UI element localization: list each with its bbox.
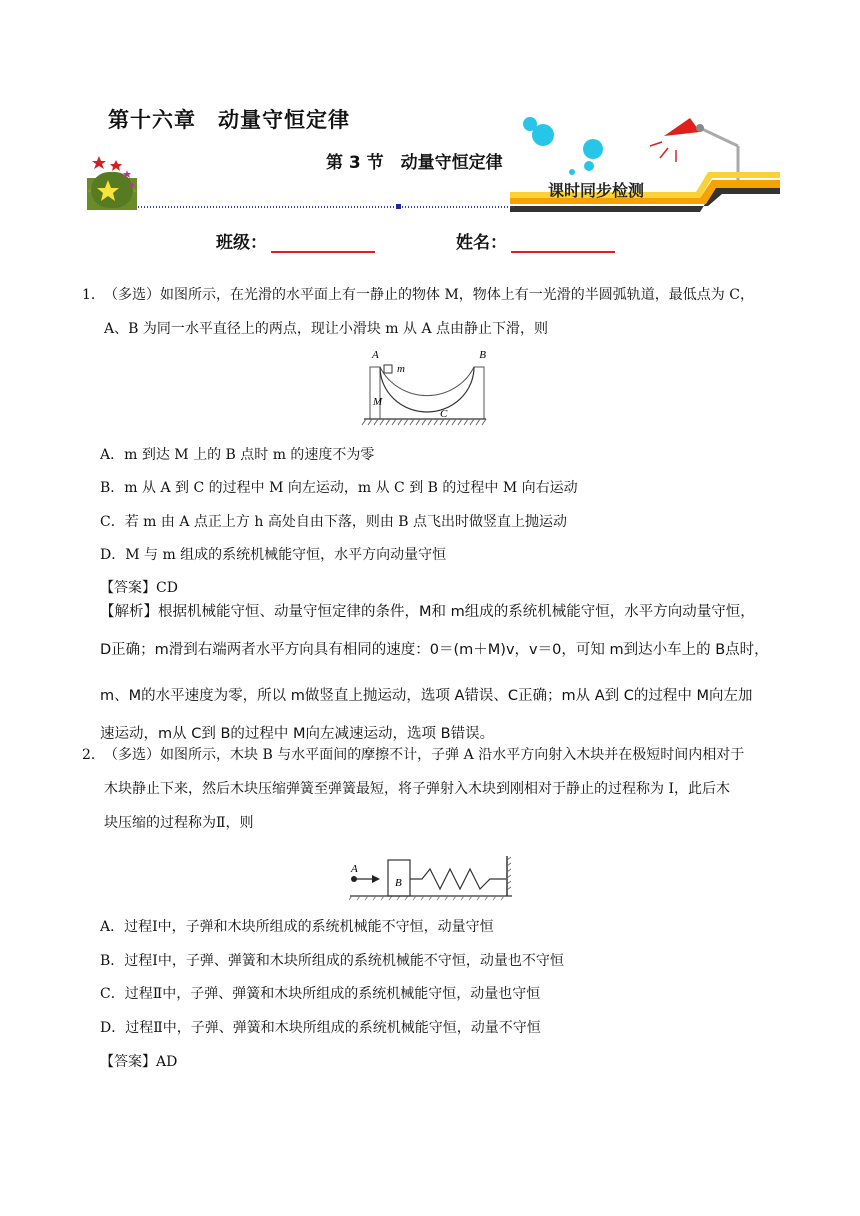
class-blank xyxy=(271,233,375,253)
option-d: D．过程Ⅱ中，子弹、弹簧和木块所组成的系统机械能守恒，动量不守恒 xyxy=(100,1020,541,1036)
bubble-decoration xyxy=(569,169,575,175)
name-label: 姓名： xyxy=(456,233,507,253)
figure-bullet-block-spring xyxy=(346,852,514,902)
bubble-decoration xyxy=(584,161,594,171)
name-field xyxy=(456,228,615,253)
stem-line: 块压缩的过程称为Ⅱ，则 xyxy=(104,815,254,831)
question-stem xyxy=(104,738,782,840)
fig-label-B: B xyxy=(479,349,486,361)
question-number: 1． xyxy=(82,287,105,303)
explanation-line: 速运动，m从 C到 B的过程中 M向左减速运动，选项 B错误。 xyxy=(100,726,495,742)
option-b: B．过程Ⅰ中，子弹、弹簧和木块所组成的系统机械能不守恒，动量也不守恒 xyxy=(100,953,564,969)
option-c: C．过程Ⅱ中，子弹、弹簧和木块所组成的系统机械能守恒，动量也守恒 xyxy=(100,986,541,1002)
fig-label-M: M xyxy=(373,396,383,408)
explanation-line: D正确；m滑到右端两者水平方向具有相同的速度：0＝(m＋M)v，v＝0，可知 m到达小车上的 B点时， xyxy=(100,642,769,658)
fig-label-C: C xyxy=(440,408,448,420)
fig-label-A: A xyxy=(372,349,379,361)
bubble-decoration xyxy=(583,139,603,159)
option-c: C．若 m 由 A 点正上方 h 高处自由下落，则由 B 点飞出时做竖直上抛运动 xyxy=(100,514,568,530)
option-b: B．m 从 A 到 C 的过程中 M 向左运动，m 从 C 到 B 的过程中 M 向右运动 xyxy=(100,480,578,496)
answer: 【答案】CD xyxy=(100,580,178,596)
explanation-line: 【解析】根据机械能守恒、动量守恒定律的条件，M和 m组成的系统机械能守恒，水平方向动量守恒， xyxy=(100,604,755,620)
stem-line: （多选）如图所示，木块 B 与水平面间的摩擦不计，子弹 A 沿水平方向射入木块并在极短时间内相对于 xyxy=(104,747,745,763)
stem-line: 木块静止下来，然后木块压缩弹簧至弹簧最短，将子弹射入木块到刚相对于静止的过程称为 I，此后木 xyxy=(104,781,730,797)
answer: 【答案】AD xyxy=(100,1054,178,1070)
stem-line: （多选）如图所示，在光滑的水平面上有一静止的物体 M，物体上有一光滑的半圆弧轨道，最低点为 C， xyxy=(104,287,754,303)
question-number: 2． xyxy=(82,747,105,763)
figure-semicircle-track xyxy=(344,345,488,435)
class-label: 班级： xyxy=(216,233,267,253)
option-a: A．过程Ⅰ中，子弹和木块所组成的系统机械能不守恒，动量守恒 xyxy=(100,919,494,935)
bubble-decoration xyxy=(523,117,537,131)
option-d: D．M 与 m 组成的系统机械能守恒，水平方向动量守恒 xyxy=(100,547,447,563)
section-title: 第 3 节 动量守恒定律 xyxy=(326,153,503,173)
fig-label-B: B xyxy=(395,877,402,889)
name-blank xyxy=(511,233,615,253)
house-star-icon xyxy=(87,156,137,210)
class-field xyxy=(216,228,375,253)
explanation-line: m、M的水平速度为零，所以 m做竖直上抛运动，选项 A错误、C正确；m从 A到 C的过程中 M向左加 xyxy=(100,688,753,704)
stem-line: A、B 为同一水平直径上的两点，现让小滑块 m 从 A 点由静止下滑，则 xyxy=(104,321,549,337)
sync-test-badge: 课时同步检测 xyxy=(548,181,645,200)
fig-label-A: A xyxy=(351,863,358,875)
fig-label-m: m xyxy=(397,363,405,375)
chapter-title: 第十六章 动量守恒定律 xyxy=(108,108,350,132)
question-stem xyxy=(104,278,782,346)
option-a: A．m 到达 M 上的 B 点时 m 的速度不为零 xyxy=(100,447,375,463)
explanation xyxy=(100,593,790,753)
